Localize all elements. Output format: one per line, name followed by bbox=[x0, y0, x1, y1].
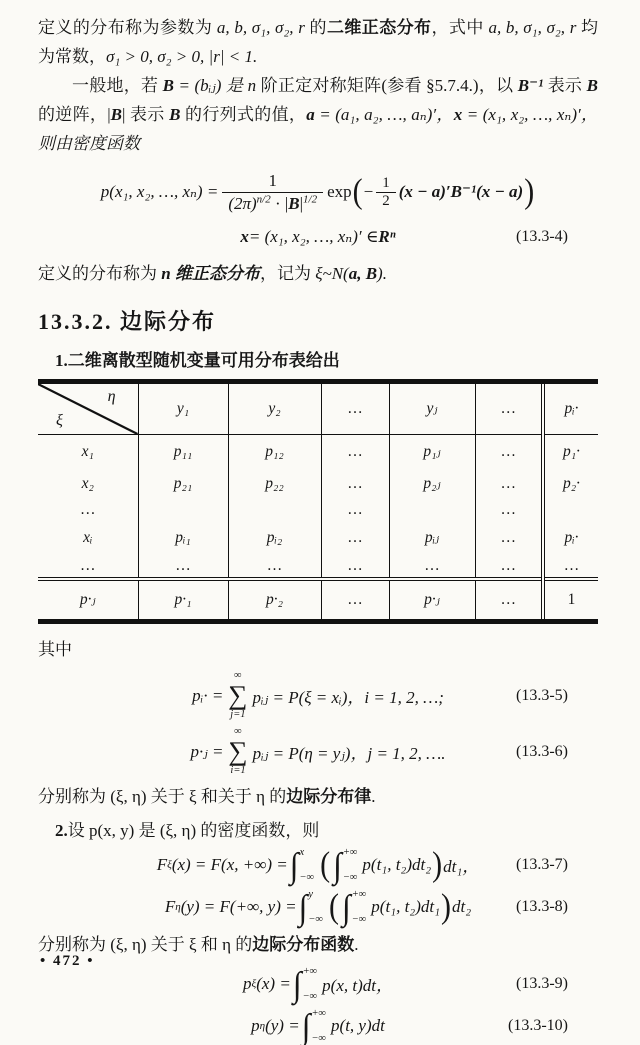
sigma-icon: ∑ bbox=[228, 680, 248, 711]
integral-upper-limit: +∞ bbox=[351, 888, 367, 900]
term-marginal-distribution-law: 边际分布律 bbox=[286, 786, 372, 806]
integral bbox=[301, 1005, 329, 1045]
para2-text: 一般地，若 bbox=[72, 75, 163, 95]
eq4-den-exp2: 1/2 bbox=[303, 193, 318, 206]
cell: p·₂ bbox=[228, 579, 321, 622]
corner-eta-label: η bbox=[107, 387, 116, 405]
eq4-vector-def: = (x₁, x₂, …, xₙ)′ ∈ bbox=[248, 226, 379, 246]
cell: p₁ⱼ bbox=[389, 434, 475, 469]
list-item-2 bbox=[38, 816, 598, 841]
eq8-F: F bbox=[164, 896, 176, 916]
sum-upper-limit: ∞ bbox=[234, 669, 242, 681]
integral-lower-limit: −∞ bbox=[311, 1032, 327, 1044]
cell bbox=[543, 499, 598, 521]
cell: … bbox=[138, 555, 228, 579]
eq4-quadratic-form: (x − a)′B⁻¹(x − a) bbox=[398, 182, 524, 202]
equation-number: (13.3-8) bbox=[516, 897, 568, 915]
para1-params: a, b, σ₁, σ₂, r bbox=[488, 18, 577, 37]
item2-number: 2. bbox=[55, 820, 68, 840]
integral-icon: ∫ bbox=[298, 886, 308, 927]
integral-icon: ∫ bbox=[292, 963, 302, 1004]
list-item-1: 1.二维离散型随机变量可用分布表给出 bbox=[55, 350, 340, 370]
term-n-dim-normal-distribution: n 维正态分布 bbox=[161, 263, 260, 283]
item2-text: 设 p(x, y) 是 (ξ, η) 的密度函数，则 bbox=[67, 820, 320, 840]
eq7-sub-xi: ξ bbox=[167, 858, 172, 871]
para2-text: 的逆阵，| bbox=[38, 104, 111, 124]
cell: pᵢ· bbox=[543, 521, 598, 555]
para1-text: 定义的分布称为参数为 bbox=[38, 18, 217, 37]
eq8-lhs-rest: (y) = F(+∞, y) = bbox=[180, 896, 297, 916]
eq10-sub-eta: η bbox=[259, 1019, 266, 1032]
cell-total: 1 bbox=[543, 579, 598, 622]
para1-text: 的 bbox=[304, 18, 327, 37]
table-footer-row-column-marginals bbox=[38, 579, 598, 622]
matrix-B: B bbox=[162, 75, 175, 95]
cell: … bbox=[321, 499, 389, 521]
cell: pᵢ₂ bbox=[228, 521, 321, 555]
formula-13-3-8 bbox=[38, 886, 598, 927]
eq4-minus-sign: − bbox=[363, 182, 374, 202]
cell: … bbox=[389, 555, 475, 579]
cell: … bbox=[321, 579, 389, 622]
formula-13-3-9 bbox=[38, 963, 598, 1004]
integral-lower-limit: −∞ bbox=[302, 990, 318, 1002]
cell: p₂ⱼ bbox=[389, 469, 475, 499]
cell bbox=[228, 499, 321, 521]
vector-a: a bbox=[306, 104, 315, 124]
cell: … bbox=[475, 499, 543, 521]
eq7-integrand: p(t₁, t₂)dt₂ bbox=[362, 854, 432, 874]
term-marginal-distribution-function: 边际分布函数 bbox=[252, 934, 355, 954]
col-header-ellipsis: … bbox=[321, 381, 389, 434]
para3-text: ，记为 bbox=[259, 263, 316, 283]
row-label: x₁ bbox=[81, 442, 94, 460]
eq9-integrand: p(x, t)dt， bbox=[322, 976, 393, 996]
integral-lower-limit: −∞ bbox=[342, 871, 358, 883]
formula-13-3-7 bbox=[38, 844, 598, 885]
para2-math: = (x₁, x₂, …, xₙ)′，则由密度函数 bbox=[38, 104, 599, 153]
integral-icon: ∫ bbox=[289, 844, 299, 885]
cell: … bbox=[475, 555, 543, 579]
formula-13-3-4 bbox=[38, 220, 598, 254]
col-header-y2: y₂ bbox=[228, 381, 321, 434]
para2-text: 表示 bbox=[543, 75, 587, 95]
para3-close: ). bbox=[377, 263, 387, 283]
section-heading-13-3-2: 13.3.2. 边际分布 bbox=[38, 308, 217, 334]
cell: p₁₂ bbox=[228, 434, 321, 469]
eq4-left-paren: ( bbox=[352, 172, 363, 211]
para3-params: a, B bbox=[348, 263, 378, 283]
col-header-y1: y₁ bbox=[138, 381, 228, 434]
label2-text: 分别称为 (ξ, η) 关于 ξ 和 η 的 bbox=[38, 934, 253, 954]
row-label: xᵢ bbox=[83, 528, 93, 546]
eq7-lhs-rest: (x) = F(x, +∞) = bbox=[171, 854, 288, 874]
eq5-lhs: pᵢ· = bbox=[192, 685, 224, 705]
table-row-xi bbox=[38, 521, 598, 555]
cell: p₂₁ bbox=[138, 469, 228, 499]
integral-upper-limit: x bbox=[299, 846, 305, 858]
integral-icon: ∫ bbox=[333, 844, 342, 885]
cell: … bbox=[321, 434, 389, 469]
integral bbox=[292, 963, 320, 1004]
matrix-B-inverse: B⁻¹ bbox=[517, 75, 544, 95]
cell: … bbox=[475, 434, 543, 469]
var-n: n bbox=[247, 75, 257, 95]
para2-math: = (bᵢⱼ) 是 bbox=[174, 75, 248, 95]
cell: … bbox=[475, 469, 543, 499]
table-row-x1 bbox=[38, 434, 598, 469]
outer-integral bbox=[289, 844, 317, 885]
cell: p₂· bbox=[543, 469, 598, 499]
cell: … bbox=[475, 579, 543, 622]
label-where: 其中 bbox=[38, 639, 72, 659]
integral-upper-limit: +∞ bbox=[311, 1007, 327, 1019]
cell: pᵢ₁ bbox=[138, 521, 228, 555]
paragraph-marginal-cdf bbox=[38, 931, 598, 960]
joint-distribution-table bbox=[38, 379, 598, 624]
term-bivariate-normal-distribution: 二维正态分布 bbox=[326, 18, 432, 37]
eq9-sub-xi: ξ bbox=[251, 977, 257, 990]
equation-number: (13.3-6) bbox=[516, 742, 568, 760]
row-label: … bbox=[80, 500, 96, 518]
row-label: p·ⱼ bbox=[38, 579, 138, 622]
eq5-rhs: pᵢⱼ = P(ξ = xᵢ)，i = 1, 2, …; bbox=[252, 688, 444, 708]
inner-integral bbox=[341, 886, 369, 927]
col-header-row-marginal: pᵢ· bbox=[543, 381, 598, 434]
page-number: • 472 • bbox=[40, 953, 95, 969]
paragraph-n-dim-normal bbox=[38, 260, 598, 289]
eq6-rhs: pᵢⱼ = P(η = yⱼ)，j = 1, 2, …. bbox=[252, 744, 446, 764]
matrix-B: B bbox=[169, 104, 181, 124]
integral-lower-limit: −∞ bbox=[351, 913, 367, 925]
para1-constraints: σ₁ > 0, σ₂ > 0, |r| < 1. bbox=[106, 46, 258, 66]
sum-lower-limit: j=1 bbox=[230, 709, 246, 721]
cell: pᵢⱼ bbox=[389, 521, 475, 555]
table-row-x2 bbox=[38, 469, 598, 499]
row-label: … bbox=[80, 556, 96, 574]
integral-icon: ∫ bbox=[341, 886, 351, 927]
equation-number: (13.3-9) bbox=[516, 974, 568, 992]
integral-upper-limit: +∞ bbox=[342, 846, 358, 858]
row-label: x₂ bbox=[81, 474, 94, 492]
cell: p₁· bbox=[543, 434, 598, 469]
eq4-den-dot: · | bbox=[270, 193, 289, 213]
paragraph-n-dim-matrix bbox=[38, 72, 598, 159]
matrix-B: B bbox=[110, 104, 122, 124]
eq7-right-paren: ) bbox=[432, 845, 443, 884]
para3-notation: ξ~N( bbox=[315, 263, 349, 283]
inner-integral bbox=[333, 844, 360, 885]
cell: … bbox=[475, 521, 543, 555]
table-row-ellipsis bbox=[38, 499, 598, 521]
para2-text: 阶正定对称矩阵(参看 §5.7.4.)，以 bbox=[256, 75, 518, 95]
formula-13-3-10 bbox=[38, 1005, 598, 1045]
cell: … bbox=[321, 521, 389, 555]
diagonal-divider bbox=[38, 384, 138, 434]
eq4-numerator: 1 bbox=[268, 171, 277, 191]
eq9-lhs-rest: (x) = bbox=[256, 973, 291, 993]
col-header-yj: yⱼ bbox=[389, 381, 475, 434]
eq9-p: p bbox=[243, 973, 252, 993]
eq4-Rn: Rⁿ bbox=[378, 226, 396, 246]
para3-text: 定义的分布称为 bbox=[38, 263, 162, 283]
eq8-right-paren: ) bbox=[441, 887, 452, 926]
eq8-left-paren: ( bbox=[328, 887, 339, 926]
equation-number: (13.3-5) bbox=[516, 686, 568, 704]
eq8-integrand: p(t₁, t₂)dt₁ bbox=[371, 896, 441, 916]
table-corner-cell bbox=[38, 381, 138, 434]
eq4-one-half bbox=[376, 175, 396, 209]
label2-period: . bbox=[354, 934, 359, 954]
eq10-lhs-rest: (y) = bbox=[265, 1015, 300, 1035]
table-row-ellipsis bbox=[38, 555, 598, 579]
eq4-half-num: 1 bbox=[382, 175, 390, 192]
para2-text: | 表示 bbox=[121, 104, 170, 124]
integral-lower-limit: −∞ bbox=[299, 871, 315, 883]
eq4-den-B: B bbox=[288, 193, 300, 213]
eq7-tail: dt₁， bbox=[443, 857, 480, 877]
eq4-vector-x: x bbox=[240, 226, 249, 246]
matrix-B: B bbox=[586, 75, 598, 95]
integral-lower-limit: −∞ bbox=[308, 913, 323, 925]
para1-text: ，式中 bbox=[431, 18, 489, 37]
label1-period: . bbox=[371, 786, 376, 806]
sum-upper-limit: ∞ bbox=[234, 725, 242, 737]
cell: … bbox=[321, 555, 389, 579]
eq4-right-paren: ) bbox=[524, 172, 535, 211]
summation-over-j bbox=[228, 671, 247, 721]
formula-density-function bbox=[38, 170, 598, 214]
eq8-sub-eta: η bbox=[175, 900, 181, 913]
eq4-lhs: p(x₁, x₂, …, xₙ) = bbox=[100, 182, 219, 202]
equation-number: (13.3-10) bbox=[508, 1016, 568, 1034]
eq4-half-den: 2 bbox=[376, 192, 396, 210]
eq4-den-bar: | bbox=[299, 193, 304, 213]
paragraph-bivariate-normal bbox=[38, 14, 598, 72]
col-header-ellipsis: … bbox=[475, 381, 543, 434]
eq10-integrand: p(t, y)dt bbox=[331, 1015, 385, 1035]
cell: … bbox=[543, 555, 598, 579]
formula-13-3-5 bbox=[38, 671, 598, 721]
sum-lower-limit: i=1 bbox=[230, 765, 246, 777]
cell: … bbox=[228, 555, 321, 579]
cell: p₂₂ bbox=[228, 469, 321, 499]
para1-text: 均为常数， bbox=[38, 18, 599, 66]
vector-x: x bbox=[453, 104, 463, 124]
integral-icon: ∫ bbox=[301, 1005, 311, 1045]
cell: p₁₁ bbox=[138, 434, 228, 469]
eq4-den-2pi: (2π) bbox=[228, 193, 257, 213]
corner-xi-label: ξ bbox=[56, 411, 63, 429]
eq4-den-exp1: n/2 bbox=[256, 193, 271, 206]
equation-number: (13.3-4) bbox=[516, 227, 568, 245]
table-header-row bbox=[38, 381, 598, 434]
para2-text: 的行列式的值， bbox=[180, 104, 307, 124]
cell: … bbox=[321, 469, 389, 499]
eq6-lhs: p·ⱼ = bbox=[190, 741, 224, 761]
para2-math: = (a₁, a₂, …, aₙ)′， bbox=[314, 104, 454, 124]
formula-13-3-6 bbox=[38, 727, 598, 777]
eq4-fraction bbox=[222, 170, 323, 214]
equation-number: (13.3-7) bbox=[516, 855, 568, 873]
cell bbox=[389, 499, 475, 521]
integral-upper-limit: y bbox=[308, 888, 314, 900]
outer-integral bbox=[298, 886, 326, 927]
cell: p·ⱼ bbox=[389, 579, 475, 622]
cell bbox=[138, 499, 228, 521]
eq4-exp-label: exp bbox=[327, 182, 352, 202]
eq10-p: p bbox=[251, 1015, 260, 1035]
integral-upper-limit: +∞ bbox=[302, 965, 318, 977]
sigma-icon: ∑ bbox=[228, 736, 248, 767]
eq4-denominator bbox=[222, 192, 323, 214]
eq7-F: F bbox=[156, 854, 168, 874]
eq8-tail: dt₂ bbox=[452, 896, 472, 916]
paragraph-marginal-law bbox=[38, 783, 598, 812]
label1-text: 分别称为 (ξ, η) 关于 ξ 和关于 η 的 bbox=[38, 786, 287, 806]
summation-over-i bbox=[228, 727, 247, 777]
cell: p·₁ bbox=[138, 579, 228, 622]
eq7-left-paren: ( bbox=[320, 845, 331, 884]
para1-params: a, b, σ₁, σ₂, r bbox=[216, 18, 305, 37]
